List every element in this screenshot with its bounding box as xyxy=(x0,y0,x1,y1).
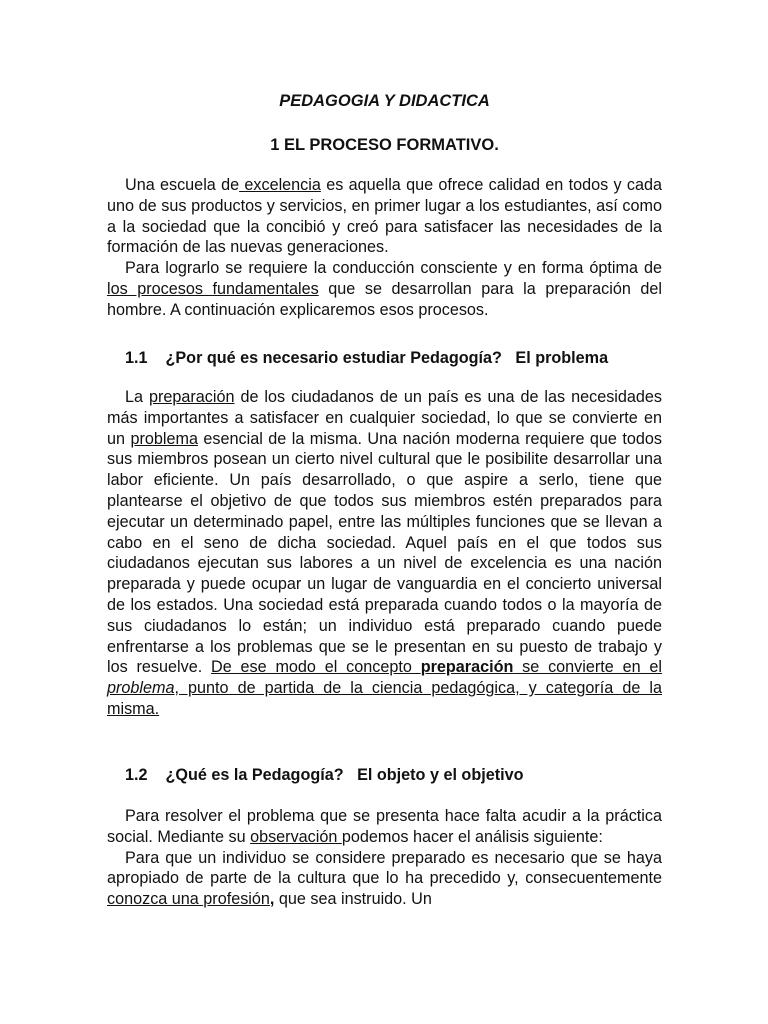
section-1-1-body xyxy=(107,387,662,720)
section-heading-1-1: 1.1 ¿Por qué es necesario estudiar Pedagogía? El problema xyxy=(125,349,609,367)
bold-term: preparación xyxy=(420,658,514,677)
text-run: que se desarrollan para la preparación del hombre. A continuación explicaremos esos procesos. xyxy=(107,279,663,319)
section-1-2-paragraph-2 xyxy=(107,848,662,910)
intro-section xyxy=(107,175,662,321)
chapter-heading: 1 EL PROCESO FORMATIVO. xyxy=(270,136,499,154)
bold-comma: , xyxy=(269,890,275,909)
section-1-2-body xyxy=(107,806,662,910)
underlined-term: excelencia xyxy=(239,176,321,194)
text-run: Para lograrlo se requiere la conducción consciente y en forma óptima de xyxy=(125,259,662,278)
text-run: Para que un individuo se considere preparado es necesario que se haya apropiado de parte de la cultura que lo ha precedido y, consecuentemente xyxy=(107,848,662,888)
text-run: que sea instruido. Un xyxy=(274,890,432,909)
intro-paragraph-1 xyxy=(107,175,662,258)
text-run: Una escuela de xyxy=(125,176,240,194)
text-run: esencial de la misma. Una nación moderna requiere que todos sus miembros posean un cierto nivel cultural que le posibilite desarrollar una labor eficiente. Un país desarrollado, o que aspire a serlo, tiene que plantearse el objetivo de que todos sus miembros estén preparados para ejecutar un determinado papel, entre las múltiples funciones que se llevan a cabo en el seno de dicha sociedad. Aquel país en el que todos sus ciudadanos ejecutan sus labores a un nivel de excelencia es una nación preparada y puede ocupar un lugar de vanguardia en el concierto universal de los estados. Una sociedad está preparada cuando todos o la mayoría de sus ciudadanos lo están; un individuo está preparado cuando puede enfrentarse a los problemas que se le presentan en su puesto de trabajo y los resuelve. xyxy=(107,429,662,677)
text-run: La xyxy=(125,388,149,406)
underlined-term: observación xyxy=(250,827,342,846)
text-run: de los ciudadanos de un país es una de las necesidades más importantes a satisfacer en cualquier sociedad, lo que se convierte en un xyxy=(107,388,662,448)
italic-term: problema xyxy=(107,679,175,698)
section-1-2-paragraph-1 xyxy=(107,806,662,848)
underlined-statement: se convierte en el xyxy=(513,658,663,677)
underlined-statement: , punto de partida de la ciencia pedagógica, y categoría de la misma. xyxy=(107,679,662,718)
intro-paragraph-2 xyxy=(107,258,662,320)
document-title: PEDAGOGIA Y DIDACTICA xyxy=(279,92,490,110)
text-run: podemos hacer el análisis siguiente: xyxy=(341,827,603,846)
underlined-term: preparación xyxy=(148,388,235,406)
underlined-statement: De ese modo el concepto xyxy=(211,658,421,677)
underlined-term: los procesos fundamentales xyxy=(107,279,319,298)
section-1-1-paragraph xyxy=(107,387,662,720)
underlined-term: problema xyxy=(130,429,198,448)
text-run: es aquella que ofrece calidad en todos y cada uno de sus productos y servicios, en primer lugar a los estudiantes, así como a la sociedad que la concibió y creó para satisfacer las necesidades de la formación de las nuevas generaciones. xyxy=(107,176,662,257)
underlined-term: conozca una profesión xyxy=(107,890,270,909)
text-run: Para resolver el problema que se presenta hace falta acudir a la práctica social. Mediante su xyxy=(107,807,662,846)
section-heading-1-2: 1.2 ¿Qué es la Pedagogía? El objeto y el objetivo xyxy=(125,766,524,784)
